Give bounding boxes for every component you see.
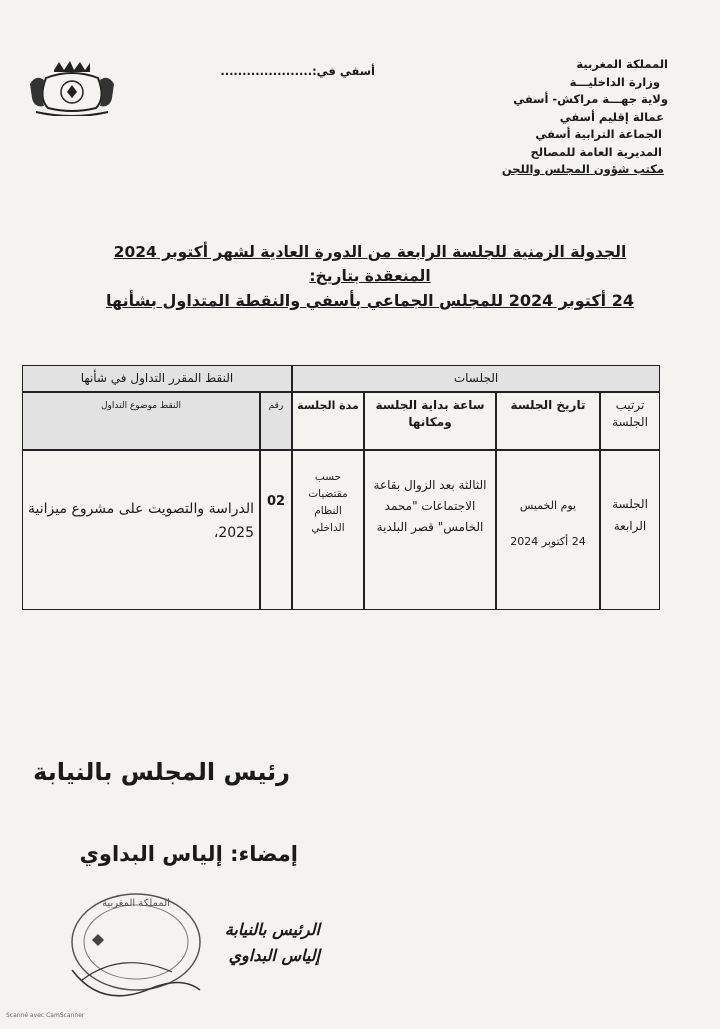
col-header-number: رقم <box>268 401 284 411</box>
header-line: عمالة إقليم أسفي <box>559 109 664 124</box>
scanner-watermark: Scanné avec CamScanner <box>6 1012 85 1019</box>
document-title: الجدولة الزمنية للجلسة الرابعة من الدورة العادية لشهر أكتوبر 2024 <box>113 243 627 261</box>
place-date: أسفي في:..................... <box>220 64 375 78</box>
col-header-order: ترتيب الجلسة <box>612 398 648 429</box>
col-header-points: النقط موضوع التداول <box>101 401 181 411</box>
stamp-name: إلياس البداوي <box>228 946 320 965</box>
header-line: ولاية جهـــة مراكش- أسفي <box>513 92 668 106</box>
schedule-table <box>22 365 660 610</box>
col-header-duration: مدة الجلسة <box>297 399 359 412</box>
document-subtitle-date: 24 أكتوبر 2024 للمجلس الجماعي بأسفي والنقطة المتداول بشأنها <box>106 291 634 310</box>
ministry-header <box>408 56 668 179</box>
cell-point-text: الدراسة والتصويت على مشروع ميزانية 2025، <box>28 501 254 541</box>
header-line: مكتب شؤون المجلس واللجن <box>501 162 664 176</box>
document-subtitle: المنعقدة بتاريخ: <box>309 267 431 285</box>
header-line: المملكة المغربية <box>576 57 668 71</box>
col-header-date: تاريخ الجلسة <box>510 398 586 412</box>
cell-session-day: يوم الخميس <box>519 499 577 512</box>
coat-of-arms-emblem <box>26 58 118 116</box>
signatory-name: إمضاء: إلياس البداوي <box>79 842 298 866</box>
stamp-ring-text: المملكة المغربية <box>102 898 170 909</box>
header-line: المديرية العامة للمصالح <box>530 144 662 159</box>
header-line: وزارة الداخليـــة <box>569 74 660 89</box>
col-header-time: ساعة بداية الجلسة ومكانها <box>375 398 485 429</box>
group-header-points: النقط المقرر التداول في شأنها <box>80 371 234 385</box>
cell-duration: حسب مقتضيات النظام الداخلي <box>308 471 348 534</box>
header-line: الجماعة الترابية أسفي <box>535 127 662 141</box>
group-header-sessions: الجلسات <box>453 371 499 385</box>
signatory-role: رئيس المجلس بالنيابة <box>33 758 290 786</box>
cell-session-order: الجلسة الرابعة <box>612 497 648 533</box>
official-stamp <box>62 880 210 1008</box>
cell-start-time-place: الثالثة بعد الزوال بقاعة الاجتماعات "محمد الخامس" قصر البلدية <box>373 478 487 534</box>
stamp-title: الرئيس بالنيابة <box>224 920 320 939</box>
cell-point-number: 02 <box>266 494 286 509</box>
cell-session-date: 24 أكتوبر 2024 <box>510 535 586 548</box>
